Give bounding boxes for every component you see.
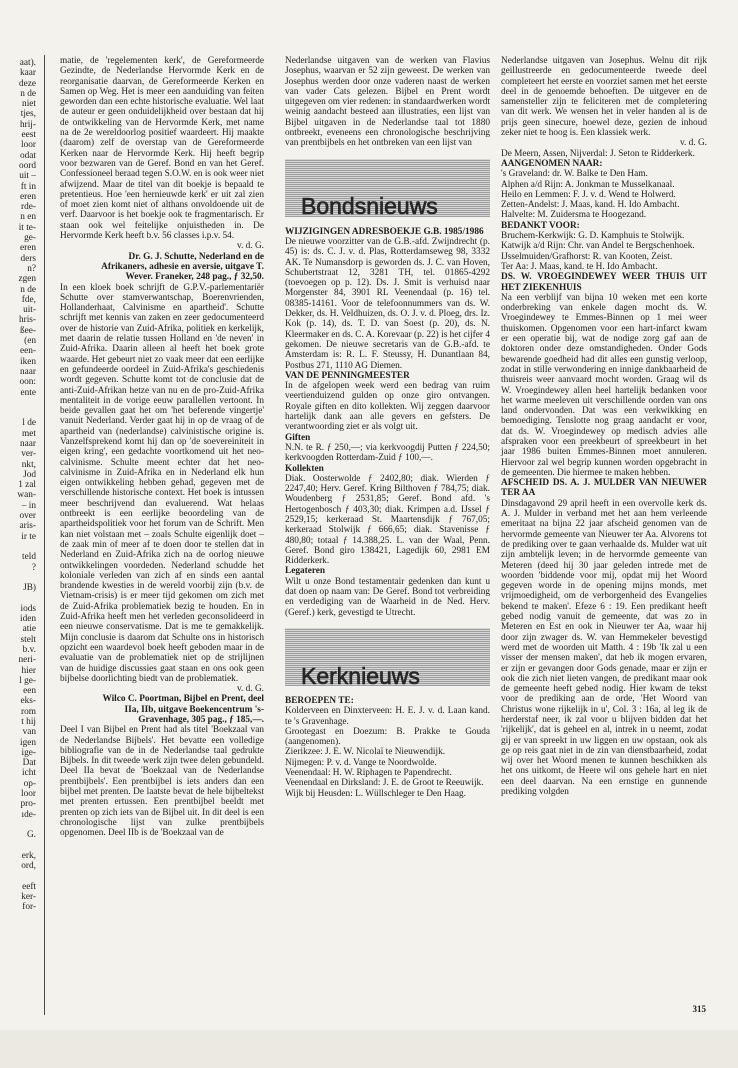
section-body: Diak. Oosterwolde ƒ 2402,80; diak. Wierden ƒ 2247,40; Herv. Geref. Kring Bilthoven ƒ 784,75; diak. Woudenberg ƒ 2531,85; Geref. Bond afd. 's Hertogenbosch ƒ 403,30; diak. Krimpen a.d. IJssel ƒ 2529,15; kerkeraad St. Maartensdijk ƒ 767,05; kerkeraad Stolwijk ƒ 666,65; diak. Stavenisse ƒ 480,80; totaal ƒ 14.388,25. L. van der Waal, Penn. Geref. Bond giro 138421, Lagedijk 60, 2981 EM Ridderkerk. — [285, 473, 490, 567]
subheading: Legateren — [285, 566, 326, 577]
fragment-line: nkt, — [21, 459, 36, 470]
fragment-line: ige- — [21, 747, 36, 758]
fragment-line — [0, 820, 36, 830]
review-continuation: Nederlandse uitgaven van de werken van Flavius Josephus, waarvan er 52 zijn geweest. De werken van Josephus werden door onze vaderen naast de werken van vader Cats gelezen. Bijbel en Prent wordt uitgegeven om vier redenen: in standaardwerken wordt weinig aandacht besteed aan illustraties, een lijst van Bijbel uitgaven in de Nederlandse taal tot 1880 ontbreekt, eveneens een chronologische beschrijving van prentbijbels en het ontbreken van een lijst van — [285, 56, 490, 149]
fragment-line: met — [22, 428, 36, 439]
fragment-line — [0, 573, 36, 583]
fragment-line: van — [22, 727, 36, 738]
fragment-line: kaar — [20, 68, 36, 79]
fragment-line: – in — [21, 500, 36, 511]
fragment-line — [0, 542, 36, 552]
accepted-list — [501, 169, 707, 220]
fragment-line: oord — [18, 160, 36, 171]
section-body: Dinsdagavond 29 april heeft in een overvolle kerk ds. A. J. Mulder in verband met het aan hem verleende emeritaat na bijna 22 jaar afscheid genomen van de hervormde gemeente van Nieuwer ter Aa. Alvorens tot de prediking over te gaan verhaalde ds. Mulder wat uit zijn ambtelijk leven; in de hervormde gemeente van Meteren (deed hij 30 jaar geleden intrede met de woorden 'biddende voor mij, opdat mij het Woord gegeven worde in de opening mijns monds, met vrijmoedigheid, om de verborgenheid des Evangelies bekend te maken'. Efeze 6 : 19. Een predikant heeft gebed nodig vanuit de gemeente, dat was zo in Meteren en Est en ook in Nieuwer ter Aa, waar hij door zijn zwager ds. W. van Hemmekeler bevestigd werd met de woorden uit Matth. 4 : 19b 'Ik zal u een visser der mensen maken', dat heb ik mogen ervaren, er zijn er gevangen door Gods genade, maar er zijn er ook die zich niet lieten vangen, de predikant maar ook de gemeente heeft gebed nodig. Hier kwam de tekst voor de prediking aan de orde, 'Het Woord van Christus wone rijkelijk in u', Col. 3 : 16a, al leg ik de herderstaf neer, ik zal voor u blijven bidden dat het 'rijkelijk', dat is geheel en al, intrek in u neemt, zodat gij er van spreekt in uw liggen en uw opstaan, ook als ge op reis gaat niet in de zin van dienstbaarheid, zodat wij over het Woord menen te kunnen beschikken als het ons uitkomt, de Heere wil ons gehele hart en niet een deel daarvan. Na een ernstige en gunnende prediking volgden — [501, 498, 707, 798]
list-item: Grootegast en Doezum: B. Prakke te Gouda (aangenomen). — [285, 726, 490, 748]
section-heading: BEDANKT VOOR: — [501, 220, 580, 231]
fragment-line: hris- — [18, 315, 36, 326]
review-continuation: Nederlandse uitgaven van Josephus. Welnu dit rijk geillustreerde en gedocumenteerde tweede deel completeert het eerste en voorziet samen met het eerste deel in de genoemde behoeften. De uitgever en de samensteller zijn te feliciteren met de completering van dit werk. We wensen het in veler handen al is de prijs geen sinecure, hoewel deze, gezien de inhoud zeker niet te hoog is. Een klassiek werk. — [501, 56, 707, 139]
section-heading: WIJZIGINGEN ADRESBOEKJE G.B. 1985/1986 — [285, 226, 484, 237]
fragment-line: eren — [20, 191, 36, 202]
review-continuation: matie, de 'regelementen kerk', de Gereformeerde Gezindte, de Nederlandse Hervormde Kerk en de reorganisatie daarvan, de Gereformeerde Kerken en Samen op Weg. Het is meer een aanduiding van feiten geworden dan een echte historische evaluatie. Wel laat de auteur er geen onduidelijkheid over bestaan dat hij de ontwikkeling van de Hervormde Kerk, met name na de 2e wereldoorlog positief waardeert. Hij maakte (daarom) zelf de overstap van de Gereformeerde Kerken naar de Hervormde Kerk. Hij heeft begrip voor bezwaren van de Geref. Bond en van het Geref. Confessioneel beraad tegen S.O.W. en is ook weer niet afwijzend. Maar de titel van dit boekje is bepaald te pretentieus. Hoe 'een hernieuwde kerk' er uit zal zien of moet zien komt niet of althans onvoldoende uit de verf. Daarvoor is het boekje ook te fragmentarisch. Er staan ook wel feitelijke onjuistheden in. De Hervormde Kerk heeft b.v. 56 classes i.p.v. 54. — [60, 56, 264, 242]
fragment-line: ker- — [21, 892, 36, 903]
fragment-line: l ge- — [19, 675, 36, 686]
fragment-line: n? — [27, 263, 36, 274]
fragment-line: erk, — [21, 850, 36, 861]
section-banner — [285, 628, 490, 689]
fragment-line: loor — [21, 789, 36, 800]
fragment-line: naar — [20, 438, 36, 449]
section-body: Na een verblijf van bijna 10 weken met een korte onderbreking van enkele dagen mocht ds. W. Vroegindewey te Emmes-Binnen op 1 mei weer thuiskomen. Opgenomen voor een hart-infarct kwam er een operatie bij, wat de nodige zorg gaf aan de doktoren onder deze omstandigheden. Onder Gods bewarende goedheid had dit alles een gunstig verloop, zodat in stille verwondering en innige dankbaarheid de thuisreis weer aanvaard mocht worden. Graag wil ds W. Vroegindewey allen heel hartelijk bedanken voor het warme meeleven uit verschillende oorden van ons land ondervonden. Dat was een verkwikking en bemoediging. Tenslotte nog graag aandacht er voor, dat ds. W. Vroegindewey op medisch advies alle afspraken voor een preekbeurt of spreekbeurt in het jaar 1986 buiten Emmes-Binnen moet annuleren. Hiervoor zal wel begrip kunnen worden opgebracht in de gemeenten. Die hiermee te maken hebben. — [501, 292, 707, 478]
section-banner-title: Bondsnieuws — [301, 193, 438, 220]
signature: v. d. G. — [236, 684, 264, 695]
fragment-line: ft in — [20, 181, 36, 192]
section-heading: VAN DE PENNINGMEESTER — [285, 370, 410, 381]
list-item: Wijk bij Heusden: L. Wüllschleger te Den Haag. — [285, 788, 466, 799]
fragment-line: oon: — [19, 377, 36, 388]
list-item: Zetten-Andelst: J. Maas, kand. H. Ido Ambacht. — [501, 200, 680, 211]
fragment-line — [0, 593, 36, 603]
fragment-line: hier — [21, 665, 36, 676]
list-item: Nijmegen: P. v. d. Vange te Noordwolde. — [285, 757, 437, 768]
book-review-body: In een kloek boek schrijft de G.P.V.-parlementariër Schutte over stamverwantschap, Boerenvrienden, Hollanderhaat, Calvinisme en apartheid'. Schutte schrijft met kennis van zaken en zeer gedocumenteerd over de historie van Zuid-Afrika, politiek en kerkelijk, met daarin de relatie tussen Holland en 'de neven' in Zuid-Afrika. Daarin alleen al heeft het boek grote waarde. Het gebeurt niet zo vaak meer dat een eerlijke en gefundeerde oordeel in Zuid-Afrika's geschiedenis wordt gegeven. Schutte komt tot de conclusie dat de anti-Zuid-Afrikan hetze van nu en de pro-Zuid-Afrika mentaliteit in de vorige eeuw parallellen vertoont. In beide gevallen gaat het om 'het beferende vingertje' vanuit Nederland. Verder gaat hij in op de vraag of de apartheid van (nederlandse) calvinistische origine is. Vanzelfsprekend komt hij dan op 'de soevereiniteit in eigen kring', een gedachte voortkomend uit het neo-calvinisme. Schulte meent echter dat het neo-calvinisme in Zuid-Afrika en in Nederland elk hun eigen ontwikkeling hebben gehad, gegeven met de verschillende historische context. Het boek is intussen meer beschrijvend dan evaluerend. Wat helaas ontbreekt is een eerlijke beoordeling van de apartheidspolitiek voor het forum van de Schrift. Men kan niet volstaan met – zoals Schulte eigenlijk doet – de zaak min of meer af te doen door te stellen dat in Nederland en Zuid-Afrika zich na de oorlog nieuwe ontwikkelingen voordeden. Nederland schudde het koloniale verleden van zich af en sinds een aantal brandende kwesties in de wereld voorbij zijn (b.v. de Vietnam-crisis) is er meer tijd gekomen om zich met de Zuid-Afrika problematiek bezig te houden. En in Zuid-Afrika heeft men het verleden geconsolideerd in een nieuwe conservatisme. Dat is me te gemakkelijk. Mijn conclusie is daarom dat Schulte ons in historisch opzicht een waardevol boek heeft geboden maar in de evaluatie van de problematiek niet op de strijlijnen van de huidige discussies gaat staan en ons ook geen bijbelse doorlichting biedt van de problematiek. — [60, 282, 264, 684]
gutter-rule-left — [44, 55, 45, 1015]
previous-page-fragment — [0, 58, 36, 938]
fragment-line: niet — [22, 99, 36, 110]
list-item: 's Graveland: dr. W. Balke te Den Ham. — [501, 169, 648, 180]
fragment-line: b.v. — [22, 644, 36, 655]
fragment-line: ıde- — [21, 809, 36, 820]
list-item: Alphen a/d Rijn: A. Jonkman te Musselkanaal. — [501, 179, 675, 190]
subheading: Giften — [285, 432, 311, 443]
fragment-line: ders — [20, 253, 36, 264]
subheading: Kollekten — [285, 463, 324, 474]
section-heading: AANGENOMEN NAAR: — [501, 158, 603, 169]
list-item: IJsselmuiden/Grafhorst: R. van Kooten, Zeist. — [501, 251, 673, 262]
section-body: De nieuwe voorzitter van de G.B.-afd. Zwijndrecht (p. 45) is: ds. C. J. v. d. Plas, Rotterdamseweg 98, 3332 AK. Te Numansdorp is geworden ds. J. C. van Hoven, Schubertstraat 12, 3281 TH, tel. 01865-4292 (toevoegen op p. 12). Ds. J. Smit is verhuisd naar Morgenster 84, 3901 RL Veenendaal (p. 16) tel. 08385-14161. Voor de telefoonnummers van ds. W. Dekker, ds. H. Veldhuizen, ds. O. J. v. d. Ploeg, drs. Iz. Kok (p. 14), ds. T. D. van Soest (p. 20), ds. N. Kleermaker en ds. C. A. Korevaar (p. 22) is het cijfer 4 gekomen. De nieuwe secretaris van de G.B.-afd. te Amsterdam is: R. L. F. Steussy, H. Dunantlaan 84, Postbus 271, 1110 AG Diemen. — [285, 236, 490, 371]
fragment-line: op- — [23, 778, 36, 789]
fragment-line: for- — [22, 902, 36, 913]
fragment-line: tjes, — [20, 109, 36, 120]
fragment-line: ßee- — [20, 325, 36, 336]
fragment-line: ge- — [24, 233, 36, 244]
fragment-line: een — [23, 686, 36, 697]
fragment-line: uit – — [19, 171, 36, 182]
fragment-line: ver- — [21, 449, 36, 460]
fragment-line: ? — [31, 562, 36, 573]
fragment-line: JB) — [23, 583, 36, 594]
fragment-line — [0, 408, 36, 418]
fragment-line: rde- — [21, 202, 36, 213]
fragment-line: loor — [21, 140, 36, 151]
fragment-line: Jod — [23, 469, 36, 480]
fragment-line — [0, 841, 36, 851]
fragment-line: ord, — [21, 861, 36, 872]
fragment-line: hrij- — [19, 119, 36, 130]
fragment-line: eks- — [20, 696, 36, 707]
fragment-line: uit- — [23, 305, 36, 316]
fragment-line: eeft — [22, 881, 36, 892]
fragment-line: n en — [20, 212, 36, 223]
fragment-line: een- — [20, 346, 36, 357]
section-heading: AFSCHEID DS. A. J. MULDER VAN NIEUWER TER AA — [501, 478, 707, 499]
fragment-line: aat). — [19, 58, 36, 68]
fragment-line: wan- — [17, 490, 36, 501]
fragment-line: atie — [22, 624, 36, 635]
section-body: In de afgelopen week werd een bedrag van ruim veertienduizend gulden op onze giro ontvangen. Royale giften en dito kollekten. Wij zeggen daarvoor hartelijk dank aan alle gevers en gefsters. De verantwoording ziet er als volgt uit. — [285, 381, 490, 433]
book-review-heading: Dr. G. J. Schutte, Nederland en de Afrikaners, adhesie en aversie, uitgave T. Wever. Franeker, 248 pag., ƒ 32,50. — [101, 251, 264, 283]
fragment-line: G. — [26, 830, 36, 841]
book-review-heading: Wilco C. Poortman, Bijbel en Prent, deel IIa, IIb, uitgave Boekencentrum 's-Gravenhage, 305 pag., ƒ 185,—. — [102, 694, 264, 725]
signature: v. d. G. — [236, 241, 264, 252]
fragment-line: iden — [19, 614, 36, 625]
fragment-line — [0, 398, 36, 408]
declined-list — [501, 231, 707, 272]
fragment-line: igen — [19, 737, 36, 748]
section-heading: DS. W. VROEGINDEWEY WEER THUIS UIT HET ZIEKENHUIS — [501, 272, 707, 293]
book-review-body: Deel I van Bijbel en Prent had als titel 'Boekzaal van de Nederlandse Bijbels'. Het bevatte een volledige bibliografie van de in de Nederlandse taal gedrukte Bijbels. In dit tweede werk zijn twee delen gebundeld. Deel IIa bevat de 'Boekzaal van de Nederlandse prentbijbels'. Een prentbijbel is iets anders dan een bijbel met prenten. De laatste bevat de hele bijbeltekst met prenten ertussen. Een prentbijbel beeldt met prenten op zich iets van de Bijbel uit. In dit deel is een chronologische lijst van zulke prentbijbels opgenomen. Deel IIb is de 'Boekzaal van de — [60, 725, 264, 839]
call-list-continuation: De Meern, Assen, Nijverdal: J. Seton te Ridderkerk. — [501, 148, 695, 159]
fragment-line: stelt — [20, 634, 36, 645]
list-item: Zierikzee: J. E. W. Nicolaï te Nieuwendijk. — [285, 747, 446, 758]
fragment-line: fde, — [21, 294, 36, 305]
list-item: Veenendaal en Dirksland: J. E. de Groot te Reeuwijk. — [285, 778, 484, 789]
fragment-line: deze — [18, 78, 36, 89]
fragment-line: (en — [24, 336, 36, 347]
fragment-line: 1 zal — [18, 480, 36, 491]
fragment-line: eren — [20, 243, 36, 254]
fragment-line: pro- — [20, 799, 36, 810]
call-list — [285, 706, 490, 799]
list-item: Ter Aa: J. Maas, kand. te H. Ido Ambacht. — [501, 261, 658, 272]
column-1 — [60, 56, 264, 839]
fragment-line: it te- — [18, 222, 36, 233]
list-item: Kolderveen en Dinxterveen: H. E. J. v. d. Laan kand. te 's Gravenhage. — [285, 706, 490, 727]
fragment-line: Dat — [22, 758, 36, 769]
fragment-line: odat — [19, 150, 36, 161]
list-item: Heilo en Lemmen: F. J. v. d. Wend te Holwerd. — [501, 189, 676, 200]
signature: v. d. G. — [679, 138, 707, 149]
fragment-line: rom — [21, 706, 36, 717]
list-item: Halvelte: M. Zuidersma te Hoogezand. — [501, 210, 647, 221]
section-banner — [285, 159, 490, 220]
fragment-line: iken — [19, 356, 36, 367]
list-item: Bruchem-Kerkwijk: G. D. Kamphuis te Stolwijk. — [501, 231, 685, 242]
section-body: N.N. te R. ƒ 250,—; via kerkvoogdij Putten ƒ 224,50; kerkvoogden Rotterdam-Zuid ƒ 100,—. — [285, 442, 490, 464]
fragment-line: aris- — [19, 521, 36, 532]
fragment-line: icht — [22, 768, 36, 779]
list-item: Katwijk a/d Rijn: Chr. van Andel te Bergschenhoek. — [501, 241, 695, 252]
section-heading: BEROEPEN TE: — [285, 695, 354, 706]
fragment-line: ir te — [21, 531, 36, 542]
column-3 — [501, 56, 707, 797]
page-number: 315 — [692, 1004, 706, 1014]
fragment-line: eest — [21, 130, 36, 141]
fragment-line: over — [19, 511, 36, 522]
fragment-line: neri- — [18, 655, 36, 666]
fragment-line — [0, 871, 36, 881]
fragment-line: ente — [20, 387, 36, 398]
fragment-line: naar — [20, 366, 36, 377]
column-2 — [285, 56, 490, 799]
list-item: Veenendaal: H. W. Riphagen te Papendrecht. — [285, 768, 452, 779]
fragment-line: n de — [20, 284, 36, 295]
section-body: Wilt u onze Bond testamentair gedenken dan kunt u dat doen op naam van: De Geref. Bond tot verbreiding en verdediging van de Waarheid in de Ned. Herv. (Geref.) kerk, gevestigd te Utrecht. — [285, 576, 490, 618]
section-banner-title: Kerknieuws — [301, 662, 420, 689]
fragment-line: iods — [20, 603, 36, 614]
fragment-line: t hij — [21, 717, 36, 727]
fragment-line: n de — [20, 88, 36, 99]
fragment-line: zgen — [18, 274, 36, 285]
fragment-line: l de — [22, 418, 36, 429]
fragment-line: teld — [22, 552, 36, 563]
